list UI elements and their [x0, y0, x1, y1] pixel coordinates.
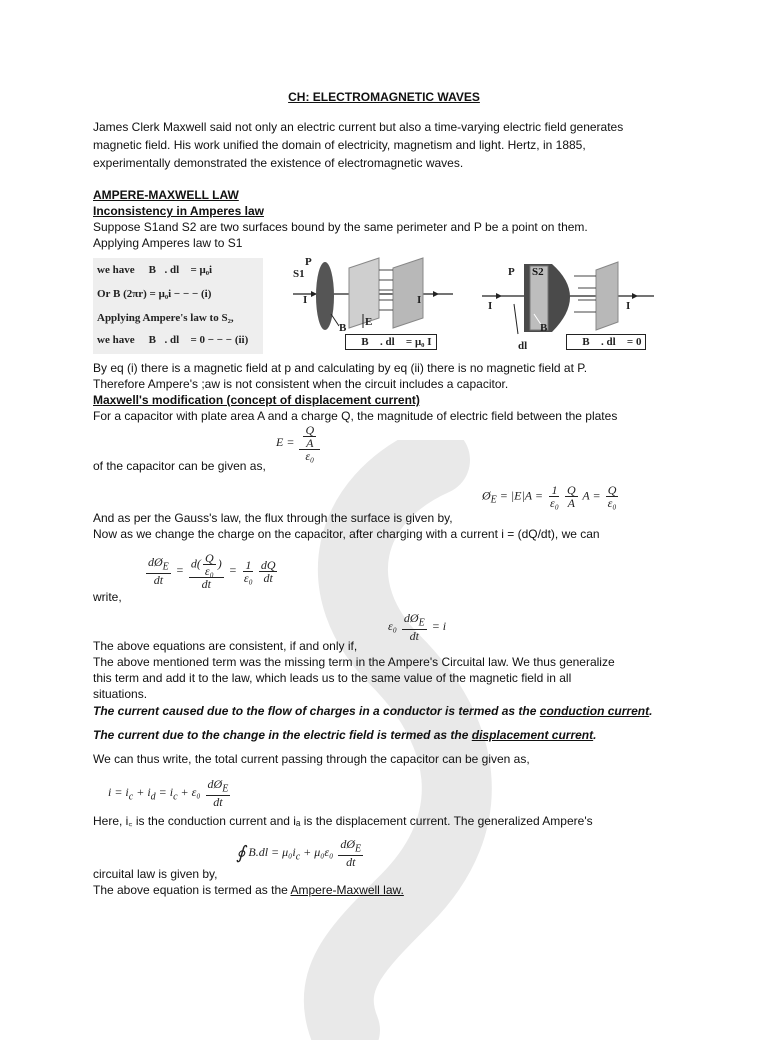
label-p: P: [508, 266, 515, 278]
capacitor-text: For a capacitor with plate area A and a charge Q, the magnitude of electric field between the plates: [93, 409, 618, 423]
gauss-text: And as per the Gauss's law, the flux through the surface is given by,: [93, 511, 453, 525]
page-title: CH: ELECTROMAGNETIC WAVES: [288, 90, 480, 104]
ampere-equations-panel: [93, 258, 263, 354]
panel-line: Or B (2πr) = μ₀i − − − (i): [97, 288, 212, 300]
equation-flux: $Ø_E = |E|A$ = $\frac{1}{\text{ε₀}}$ $\frac{Q}{A}$ A = $\frac{Q}{\text{ε₀}}$: [482, 483, 617, 510]
final-statement: [93, 882, 404, 898]
inconsistency-line-1: Suppose S1and S2 are two surfaces bound by the same perimeter and P be a point on them.: [93, 220, 588, 234]
subheading-modification: Maxwell's modification (concept of displacement current): [93, 393, 420, 407]
after-fig-line-1: By eq (i) there is a magnetic field at p and calculating by eq (ii) there is no magnetic field at P.: [93, 361, 588, 375]
label-s1: S1: [293, 268, 305, 280]
missing-line-2: this term and add it to the law, which leads us to the same value of the magnetic field in all: [93, 671, 572, 685]
conduction-post: .: [649, 704, 653, 718]
intro-line-3: experimentally demonstrated the existence of electromagnetic waves.: [93, 156, 464, 170]
formula-box: ∮ B⃗ . dl⃗ = 0: [566, 334, 646, 350]
after-fig-line-2: Therefore Ampere's ;aw is not consistent when the circuit includes a capacitor.: [93, 377, 509, 391]
displacement-post: .: [593, 728, 597, 742]
surface-s2-diagram: [478, 256, 658, 356]
label-i: I: [488, 300, 493, 312]
now-text: Now as we change the charge on the capacitor, after charging with a current i = (dQ/dt), we can: [93, 527, 600, 541]
conduction-definition: [93, 703, 652, 719]
final-term: Ampere-Maxwell law.: [290, 883, 404, 897]
of-capacitor-text: of the capacitor can be given as,: [93, 459, 266, 473]
consistent-text: The above equations are consistent, if and only if,: [93, 639, 358, 653]
label-p: P: [305, 256, 312, 268]
label-i: I: [303, 294, 308, 306]
label-i: I: [626, 300, 631, 312]
label-e: E: [365, 316, 373, 328]
displacement-pre: The current due to the change in the electric field is termed as the: [93, 728, 472, 742]
label-dl: dl: [518, 340, 528, 352]
surface-s1-diagram: [283, 256, 463, 356]
displacement-term: displacement current: [471, 728, 594, 742]
equation-ampere-maxwell: ∮ $B.dl = \mu_0i_c + \mu_0\varepsilon_0$ $\frac{dØ_E}{dt}$: [236, 837, 362, 870]
total-current-text: We can thus write, the total current passing through the capacitor can be given as,: [93, 752, 530, 766]
intro-line-2: magnetic field. His work unified the domain of electricity, magnetism and light. Hertz, in 1885,: [93, 138, 586, 152]
equation-electric-field: E = $\frac{\frac{Q}{A}}{\text{ε₀}}$: [276, 424, 322, 462]
section-heading: AMPERE-MAXWELL LAW: [93, 188, 239, 202]
equation-consistency: ε₀ $\frac{dØ_E}{dt}$ = i: [388, 611, 447, 644]
panel-line: we have ∮ B⃗. dl⃗ = 0 − − − (ii): [97, 334, 249, 346]
missing-line-3: situations.: [93, 687, 148, 701]
subheading-inconsistency: Inconsistency in Amperes law: [93, 204, 264, 218]
missing-line-1: The above mentioned term was the missing term in the Ampere's Circuital law. We thus generalize: [93, 655, 615, 669]
panel-line: we have ∮ B⃗. dl⃗ = μ₀i: [97, 264, 213, 276]
inconsistency-line-2: Applying Amperes law to S1: [93, 236, 243, 250]
intro-line-1: James Clerk Maxwell said not only an electric current but also a time-varying electric field generates: [93, 120, 624, 134]
equation-total-current: $i = i_c + i_d = i_c + \varepsilon_0$ $\frac{dØ_E}{dt}$: [108, 777, 229, 810]
circuital-text: circuital law is given by,: [93, 867, 218, 881]
final-pre: The above equation is termed as the: [93, 883, 291, 897]
displacement-definition: [93, 727, 596, 743]
formula-box: ∮ B⃗ . dl⃗ = μ₀ I: [345, 334, 437, 350]
label-i: I: [417, 294, 422, 306]
write-text: write,: [93, 590, 122, 604]
label-b: B: [339, 322, 347, 334]
label-b: B: [540, 322, 548, 334]
conduction-pre: The current caused due to the flow of charges in a conductor is termed as the: [93, 704, 540, 718]
here-text: Here, i꜀ is the conduction current and iₐ is the displacement current. The generalized Ampere's: [93, 814, 593, 828]
equation-flux-derivative: $\frac{dØ_E}{dt}$ = d( $\frac{Q}{\text{ε₀}}$ ) dt = $\frac{1}{\text{ε₀}}$ $\frac{dQ}{dt}$: [148, 551, 276, 591]
label-s2: S2: [532, 266, 544, 278]
panel-line: Applying Ampere's law to S₂,: [97, 312, 234, 324]
conduction-term: conduction current: [539, 704, 650, 718]
